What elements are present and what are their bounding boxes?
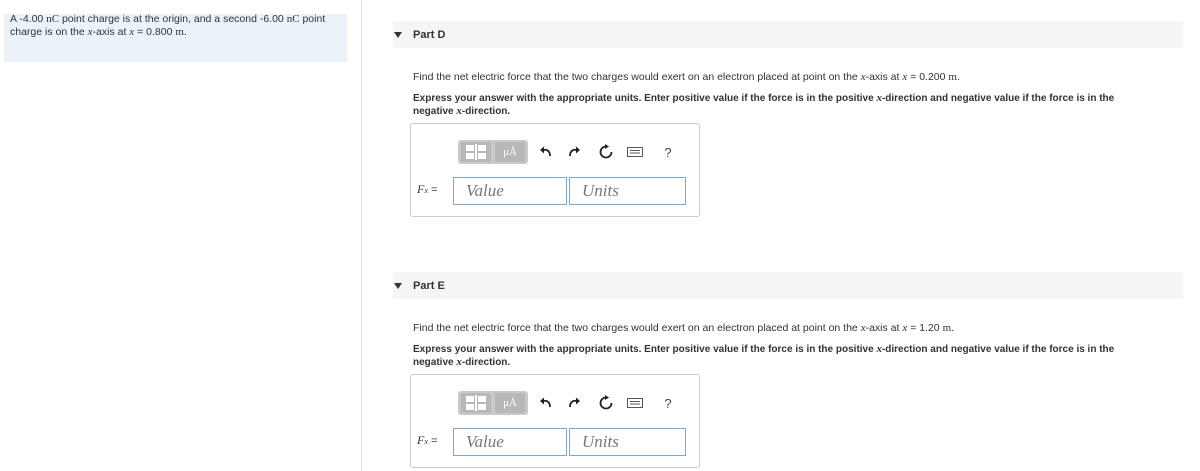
- part-e-answer-box: [410, 374, 700, 468]
- part-d-answer-box: [410, 123, 700, 217]
- help-icon[interactable]: ?: [664, 395, 672, 411]
- templates-icon[interactable]: [461, 393, 491, 413]
- templates-icon[interactable]: [461, 142, 491, 162]
- part-d-title[interactable]: Part D: [413, 29, 446, 41]
- value-input[interactable]: Value: [453, 428, 567, 456]
- templates-toolbar: [458, 391, 528, 415]
- value-input[interactable]: Value: [453, 177, 567, 205]
- redo-icon[interactable]: [565, 393, 583, 413]
- units-input[interactable]: Units: [569, 428, 686, 456]
- keyboard-icon[interactable]: [626, 142, 644, 162]
- part-e-title[interactable]: Part E: [413, 280, 445, 292]
- part-d-instructions: Express your answer with the appropriate units. Enter positive value if the force is in the positive x-direction and negative value if the force is in the negative x-direction.: [413, 92, 1115, 117]
- part-d-question: Find the net electric force that the two charges would exert on an electron placed at point on the x-axis at x = 0.200 m.: [413, 71, 960, 83]
- force-label: Fx =: [417, 433, 438, 447]
- units-input[interactable]: Units: [569, 177, 686, 205]
- part-e-question: Find the net electric force that the two charges would exert on an electron placed at point on the x-axis at x = 1.20 m.: [413, 322, 955, 334]
- undo-icon[interactable]: [537, 142, 555, 162]
- undo-icon[interactable]: [537, 393, 555, 413]
- reset-icon[interactable]: [597, 393, 615, 413]
- part-e-instructions: Express your answer with the appropriate units. Enter positive value if the force is in the positive x-direction and negative value if the force is in the negative x-direction.: [413, 343, 1115, 368]
- help-icon[interactable]: ?: [664, 144, 672, 160]
- problem-panel: [0, 0, 362, 471]
- part-e-header[interactable]: [393, 272, 1183, 299]
- templates-toolbar: [458, 140, 528, 164]
- force-label: Fx =: [417, 182, 438, 196]
- triangle-down-icon[interactable]: [393, 281, 403, 291]
- units-template-button[interactable]: μÅ: [495, 142, 525, 162]
- triangle-down-icon[interactable]: [393, 30, 403, 40]
- problem-statement: A -4.00 nC point charge is at the origin, and a second -6.00 nC point charge is on the x-axis at x = 0.800 m.: [10, 13, 326, 38]
- redo-icon[interactable]: [565, 142, 583, 162]
- keyboard-icon[interactable]: [626, 393, 644, 413]
- units-template-button[interactable]: μÅ: [495, 393, 525, 413]
- part-d-header[interactable]: [393, 21, 1183, 48]
- reset-icon[interactable]: [597, 142, 615, 162]
